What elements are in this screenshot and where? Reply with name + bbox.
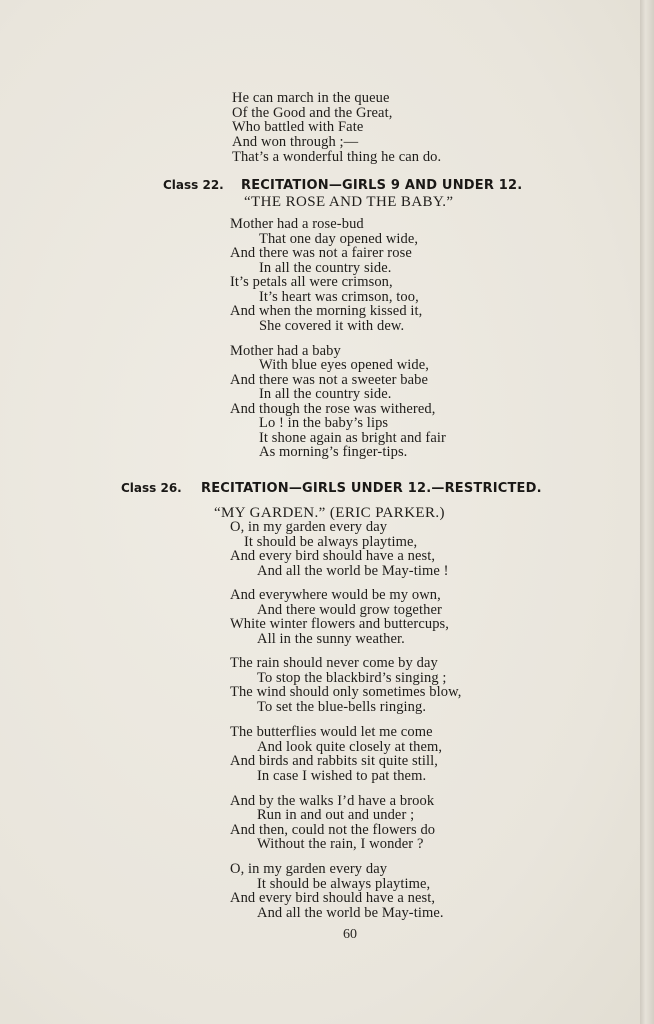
poem-line: And everywhere would be my own, (230, 587, 441, 603)
poem-line: In case I wished to pat them. (257, 768, 427, 784)
poem-line: Of the Good and the Great, (232, 105, 393, 121)
poem-line: To stop the blackbird’s singing ; (257, 670, 447, 686)
poem-line: As morning’s finger-tips. (259, 444, 408, 460)
poem-line: Who battled with Fate (232, 119, 364, 135)
poem-line: That’s a wonderful thing he can do. (232, 149, 442, 165)
poem-line: And when the morning kissed it, (230, 303, 423, 319)
poem-line: It’s petals all were crimson, (230, 274, 393, 290)
poem-line: And there would grow together (257, 602, 442, 618)
poem-line: And then, could not the flowers do (230, 822, 436, 838)
poem-line: And there was not a sweeter babe (230, 372, 429, 388)
poem-line: Run in and out and under ; (257, 807, 415, 823)
poem-line: Lo ! in the baby’s lips (259, 415, 389, 431)
poem-line: It should be always playtime, (244, 534, 418, 550)
poem-line: And by the walks I’d have a brook (230, 793, 435, 809)
poem-line: And look quite closely at them, (257, 739, 443, 755)
poem-line: White winter flowers and buttercups, (230, 616, 450, 632)
poem-line: All in the sunny weather. (257, 631, 405, 647)
poem-line: It should be always playtime, (257, 876, 431, 892)
page-edge (640, 0, 654, 1024)
poem-line: Mother had a baby (230, 343, 341, 359)
poem-line: And though the rose was withered, (230, 401, 436, 417)
poem-title: “THE ROSE AND THE BABY.” (244, 194, 454, 210)
class-label: Class 26. (121, 481, 182, 495)
poem-line: In all the country side. (259, 386, 392, 402)
poem-line: The butterflies would let me come (230, 724, 433, 740)
poem-line: And birds and rabbits sit quite still, (230, 753, 438, 769)
section-heading: RECITATION—GIRLS UNDER 12.—RESTRICTED. (201, 481, 542, 496)
poem-line: It shone again as bright and fair (259, 430, 446, 446)
poem-line: Without the rain, I wonder ? (257, 836, 424, 852)
poem-line: And all the world be May-time ! (257, 563, 449, 579)
poem-line: In all the country side. (259, 260, 392, 276)
section-heading: RECITATION—GIRLS 9 AND UNDER 12. (241, 178, 523, 193)
poem-line: The rain should never come by day (230, 655, 438, 671)
poem-line: Mother had a rose-bud (230, 216, 364, 232)
poem-line: And won through ;— (232, 134, 359, 150)
poem-line: O, in my garden every day (230, 861, 388, 877)
poem-title: “MY GARDEN.” (ERIC PARKER.) (214, 505, 445, 521)
poem-line: He can march in the queue (232, 90, 390, 106)
poem-line: And there was not a fairer rose (230, 245, 412, 261)
poem-line: With blue eyes opened wide, (259, 357, 430, 373)
poem-line: And every bird should have a nest, (230, 548, 436, 564)
poem-line: The wind should only sometimes blow, (230, 684, 462, 700)
poem-line: It’s heart was crimson, too, (259, 289, 419, 305)
poem-line: To set the blue-bells ringing. (257, 699, 427, 715)
poem-line: And every bird should have a nest, (230, 890, 436, 906)
poem-line: And all the world be May-time. (257, 905, 444, 921)
poem-line: She covered it with dew. (259, 318, 405, 334)
poem-line: O, in my garden every day (230, 519, 388, 535)
poem-line: That one day opened wide, (259, 231, 419, 247)
page-number: 60 (343, 927, 357, 942)
class-label: Class 22. (163, 178, 224, 192)
